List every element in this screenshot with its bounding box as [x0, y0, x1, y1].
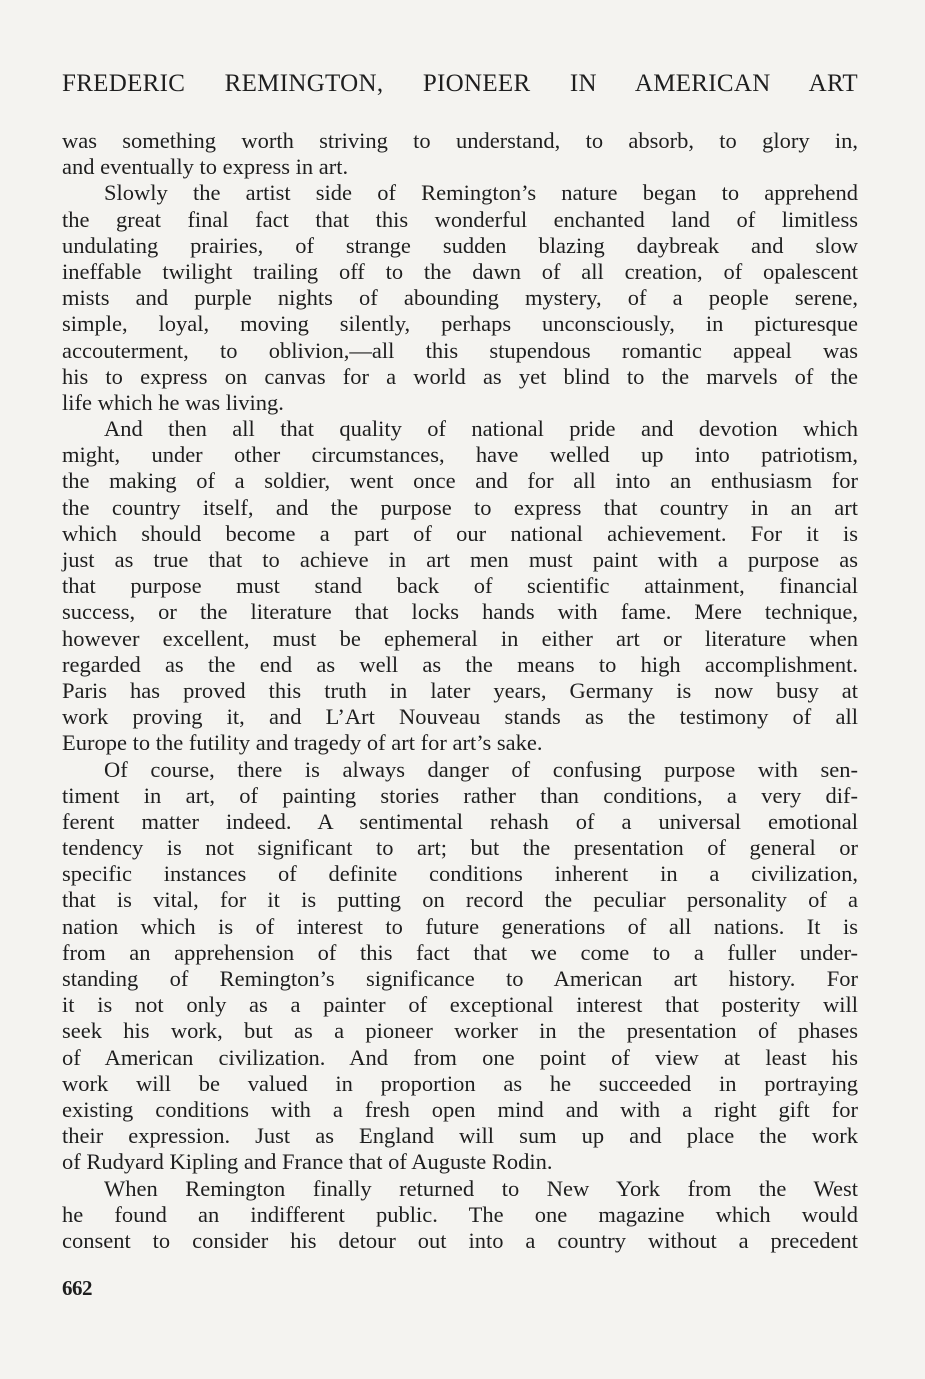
text-line: work proving it, and L’Art Nouveau stands as the testimony of all	[62, 704, 858, 730]
text-line: Paris has proved this truth in later years, Germany is now busy at	[62, 677, 858, 703]
text-line: When Remington finally returned to New York from the West	[104, 1175, 858, 1201]
text-line: Of course, there is always danger of confusing purpose with sen-	[104, 756, 858, 782]
text-line: Slowly the artist side of Remington’s nature began to apprehend	[104, 180, 858, 206]
text-line: was something worth striving to understand, to absorb, to glory in,	[62, 128, 858, 153]
text-line: ferent matter indeed. A sentimental rehash of a universal emotional	[62, 808, 858, 834]
text-line: that purpose must stand back of scientific attainment, financial	[62, 573, 858, 599]
text-line: consent to consider his detour out into a country without a precedent	[62, 1227, 858, 1253]
text-line: mists and purple nights of abounding mystery, of a people serene,	[62, 285, 858, 311]
text-line: Europe to the futility and tragedy of art for art’s sake.	[62, 730, 543, 756]
text-line: just as true that to achieve in art men must paint with a purpose as	[62, 547, 858, 572]
text-line: And then all that quality of national pride and devotion which	[104, 416, 858, 442]
text-line: nation which is of interest to future generations of all nations. It is	[62, 913, 858, 939]
text-line: the great final fact that this wonderful enchanted land of limitless	[62, 206, 858, 232]
text-line: standing of Remington’s significance to American art history. For	[62, 966, 858, 991]
text-line: success, or the literature that locks hands with fame. Mere technique,	[62, 599, 858, 625]
body-text	[62, 128, 858, 1254]
running-head: FREDERIC REMINGTON, PIONEER IN AMERICAN ART	[62, 70, 858, 97]
text-line: of Rudyard Kipling and France that of Auguste Rodin.	[62, 1149, 553, 1175]
text-line: regarded as the end as well as the means to high accomplishment.	[62, 651, 858, 677]
text-line: might, under other circumstances, have welled up into patriotism,	[62, 442, 858, 468]
text-line: it is not only as a painter of exceptional interest that posterity will	[62, 992, 858, 1018]
text-line: undulating prairies, of strange sudden blazing daybreak and slow	[62, 232, 858, 258]
text-line: timent in art, of painting stories rather than conditions, a very dif-	[62, 782, 858, 808]
text-line: his to express on canvas for a world as yet blind to the marvels of the	[62, 363, 858, 389]
text-line: life which he was living.	[62, 389, 284, 415]
text-line: accouterment, to oblivion,—all this stupendous romantic appeal was	[62, 337, 858, 363]
page-number: 662	[62, 1276, 92, 1300]
text-line: the making of a soldier, went once and for all into an enthusiasm for	[62, 468, 858, 494]
text-line: of American civilization. And from one point of view at least his	[62, 1044, 858, 1070]
text-line: their expression. Just as England will sum up and place the work	[62, 1123, 858, 1149]
text-line: the country itself, and the purpose to express that country in an art	[62, 494, 858, 520]
text-line: specific instances of definite conditions inherent in a civilization,	[62, 861, 858, 887]
text-line: and eventually to express in art.	[62, 154, 349, 180]
text-line: from an apprehension of this fact that we come to a fuller under-	[62, 939, 858, 965]
text-line: tendency is not significant to art; but the presentation of general or	[62, 835, 858, 861]
text-line: ineffable twilight trailing off to the dawn of all creation, of opalescent	[62, 258, 858, 284]
text-line: existing conditions with a fresh open mind and with a right gift for	[62, 1096, 858, 1122]
text-line: work will be valued in proportion as he succeeded in portraying	[62, 1070, 858, 1096]
text-line: that is vital, for it is putting on record the peculiar personality of a	[62, 887, 858, 913]
text-line: seek his work, but as a pioneer worker in the presentation of phases	[62, 1018, 858, 1044]
text-line: simple, loyal, moving silently, perhaps unconsciously, in picturesque	[62, 311, 858, 337]
text-line: which should become a part of our national achievement. For it is	[62, 520, 858, 546]
text-line: however excellent, must be ephemeral in either art or literature when	[62, 625, 858, 651]
text-line: he found an indifferent public. The one magazine which would	[62, 1201, 858, 1227]
